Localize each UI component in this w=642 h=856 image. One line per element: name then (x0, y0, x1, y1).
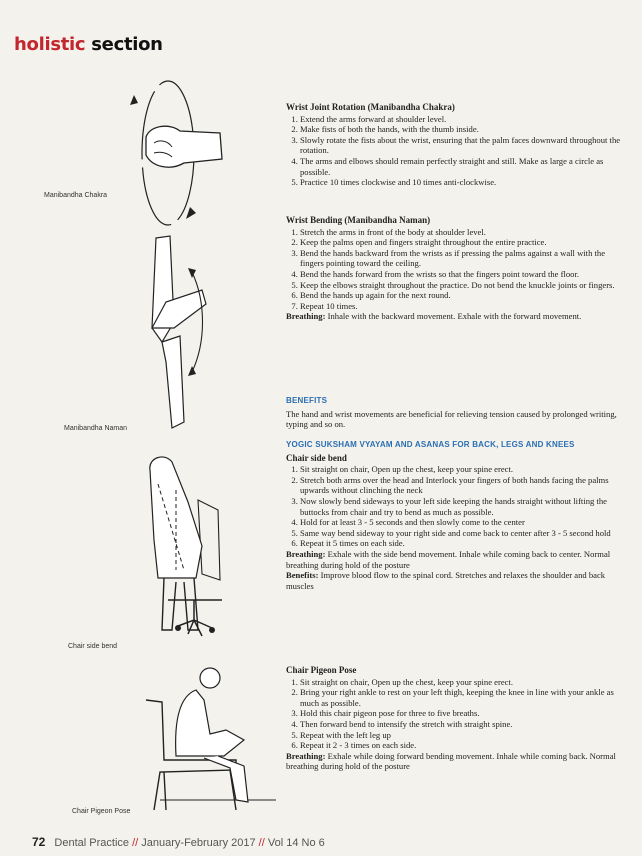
chair-pigeon-illustration (140, 660, 280, 820)
wrist-rotation-steps (286, 114, 626, 188)
issue-date: January-February 2017 (141, 837, 256, 849)
body-figure (150, 457, 202, 578)
list-item: 6. Repeat it 2 - 3 times on each side. (300, 740, 626, 751)
caption-chair-pigeon: Chair Pigeon Pose (72, 808, 131, 815)
wrist-rotation-illustration (120, 75, 230, 245)
caption-chair-side-bend: Chair side bend (68, 643, 118, 650)
yogic-heading: YOGIC SUKSHAM VYAYAM AND ASANAS FOR BACK, LEGS AND KNEES (286, 440, 575, 449)
chair-backrest (198, 500, 220, 580)
benefits-heading: BENEFITS (286, 396, 328, 405)
legs (204, 756, 248, 802)
list-item: 2. Keep the palms open and fingers straight throughout the entire practice. (300, 237, 626, 248)
header-section: section (91, 34, 163, 55)
volume: Vol 14 No 6 (267, 837, 325, 849)
chair-side-bend-steps (286, 464, 626, 549)
chair-pigeon-title: Chair Pigeon Pose (286, 665, 357, 675)
breathing-label: Breathing: (286, 548, 326, 559)
wrist-rotation-title: Wrist Joint Rotation (Manibandha Chakra) (286, 102, 455, 112)
curved-arrow-icon (192, 272, 203, 372)
chair-pigeon-section (286, 665, 626, 772)
wrist-bending-illustration (140, 232, 220, 432)
section-header (14, 34, 163, 55)
wrist-bending-steps (286, 227, 626, 312)
list-item: 4. Then forward bend to intensify the stretch with straight spine. (300, 719, 626, 730)
page-number: 72 (32, 835, 46, 849)
list-item: 1. Extend the arms forward at shoulder level. (300, 114, 626, 125)
list-item: 2. Make fists of both the hands, with the thumb inside. (300, 124, 626, 135)
wrist-rotation-section (286, 102, 626, 188)
list-item: 4. The arms and elbows should remain perfectly straight and still. Make as large a circle as possible. (300, 156, 626, 177)
list-item: 2. Bring your right ankle to rest on your left thigh, keeping the knee in line with your ankle as much as possible. (300, 687, 626, 708)
list-item: 6. Bend the hands up again for the next round. (300, 290, 626, 301)
list-item: 1. Sit straight on chair, Open up the chest, keep your spine erect. (300, 464, 626, 475)
list-item: 3. Bend the hands backward from the wrists as if pressing the palms against a wall with the fingers pointing toward the ceiling. (300, 248, 626, 269)
journal-name: Dental Practice (54, 837, 130, 849)
chair-side-bend-section (286, 440, 626, 591)
chair-pigeon-steps (286, 677, 626, 751)
list-item: 5. Keep the elbows straight throughout the practice. Do not bend the knuckle joints or fingers. (300, 280, 626, 291)
chair-side-bend-illustration (128, 450, 248, 650)
benefits-label: Benefits: (286, 570, 319, 581)
list-item: 5. Practice 10 times clockwise and 10 times anti-clockwise. (300, 177, 626, 188)
wrist-bending-title: Wrist Bending (Manibandha Naman) (286, 215, 431, 225)
wrist-bending-section (286, 215, 626, 322)
breathing-text: Exhale while doing forward bending movement. Inhale while coming back. Normal breathing during hold of the posture (286, 750, 616, 772)
list-item: 1. Stretch the arms in front of the body at shoulder level. (300, 227, 626, 238)
list-item: 5. Repeat with the left leg up (300, 730, 626, 741)
list-item: 1. Sit straight on chair, Open up the chest, keep your spine erect. (300, 677, 626, 688)
list-item: 7. Repeat 10 times. (300, 301, 626, 312)
chair-side-bend-title: Chair side bend (286, 452, 347, 463)
list-item: 4. Hold for at least 3 - 5 seconds and then slowly come to the center (300, 517, 626, 528)
arrow-down-icon (186, 207, 196, 219)
benefits-text: Improve blood flow to the spinal cord. Stretches and relaxes the shoulder and back muscles (286, 570, 606, 591)
benefits-text: The hand and wrist movements are beneficial for relieving tension caused by prolonged writing, typing and so on. (286, 408, 617, 430)
head (200, 668, 220, 688)
header-holistic: holistic (14, 34, 86, 55)
page-footer (32, 835, 325, 849)
caption-wrist-bending: Manibandha Naman (64, 425, 128, 432)
list-item: 4. Bend the hands forward from the wrists so that the fingers point toward the floor. (300, 269, 626, 280)
arrow-up-icon (130, 95, 138, 105)
wrist-bending-breathing (286, 311, 626, 322)
list-item: 3. Slowly rotate the fists about the wrist, ensuring that the palm faces downward throughout the rotation. (300, 135, 626, 156)
body-figure (176, 690, 244, 756)
lowered-hand (162, 336, 184, 428)
list-item: 5. Same way bend sideway to your right side and come back to center after 3 - 5 second hold (300, 528, 626, 539)
fist-hand (146, 126, 222, 167)
list-item: 3. Hold this chair pigeon pose for three to five breaths. (300, 708, 626, 719)
list-item: 3. Now slowly bend sideways to your left side keeping the hands straight without lifting the buttocks from chair and try to bend as much as possible. (300, 496, 626, 517)
breathing-label: Breathing: (286, 311, 326, 322)
list-item: 2. Stretch both arms over the head and Interlock your fingers of both hands facing the palms upwards without clinching the neck (300, 475, 626, 496)
footer-separator: // (258, 837, 265, 849)
breathing-text: Exhale with the side bend movement. Inhale while coming back to center. Normal breathing during hold of the posture (286, 548, 611, 570)
chair-pigeon-breathing (286, 751, 626, 772)
caption-wrist-rotation: Manibandha Chakra (44, 192, 108, 199)
chair-side-bend-benefits (286, 570, 626, 591)
breathing-text: Inhale with the backward movement. Exhale with the forward movement. (325, 311, 582, 322)
footer-separator: // (132, 837, 139, 849)
breathing-label: Breathing: (286, 750, 326, 761)
chair-side-bend-breathing (286, 549, 626, 570)
benefits-section (286, 396, 626, 430)
list-item: 6. Repeat it 5 times on each side. (300, 538, 626, 549)
